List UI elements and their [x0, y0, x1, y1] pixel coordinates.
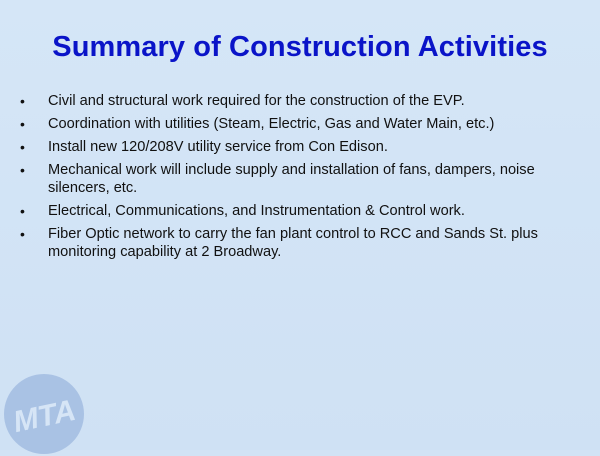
bullet-text: Fiber Optic network to carry the fan plant control to RCC and Sands St. plus monitoring capability at 2 Broadway. [48, 226, 538, 260]
bullet-marker: • [20, 139, 25, 155]
bullet-item [18, 202, 588, 220]
bullet-item [18, 92, 588, 110]
bullet-item [18, 161, 588, 197]
bullet-text: Electrical, Communications, and Instrumentation & Control work. [48, 203, 465, 219]
slide-title: Summary of Construction Activities [52, 31, 548, 63]
bullet-text: Install new 120/208V utility service from Con Edison. [48, 139, 388, 155]
mta-logo-icon [2, 372, 86, 456]
bullet-marker: • [20, 162, 25, 178]
bullet-item [18, 225, 588, 261]
bullet-list [18, 92, 588, 266]
bullet-item [18, 138, 588, 156]
bullet-text: Coordination with utilities (Steam, Electric, Gas and Water Main, etc.) [48, 116, 495, 132]
bullet-marker: • [20, 203, 25, 219]
bullet-text: Mechanical work will include supply and installation of fans, dampers, noise silencers, etc. [48, 162, 535, 196]
bullet-text: Civil and structural work required for the construction of the EVP. [48, 93, 465, 109]
bullet-marker: • [20, 116, 25, 132]
bullet-marker: • [20, 226, 25, 242]
bullet-item [18, 115, 588, 133]
bullet-marker: • [20, 93, 25, 109]
mta-logo-text: MTA [10, 393, 79, 440]
